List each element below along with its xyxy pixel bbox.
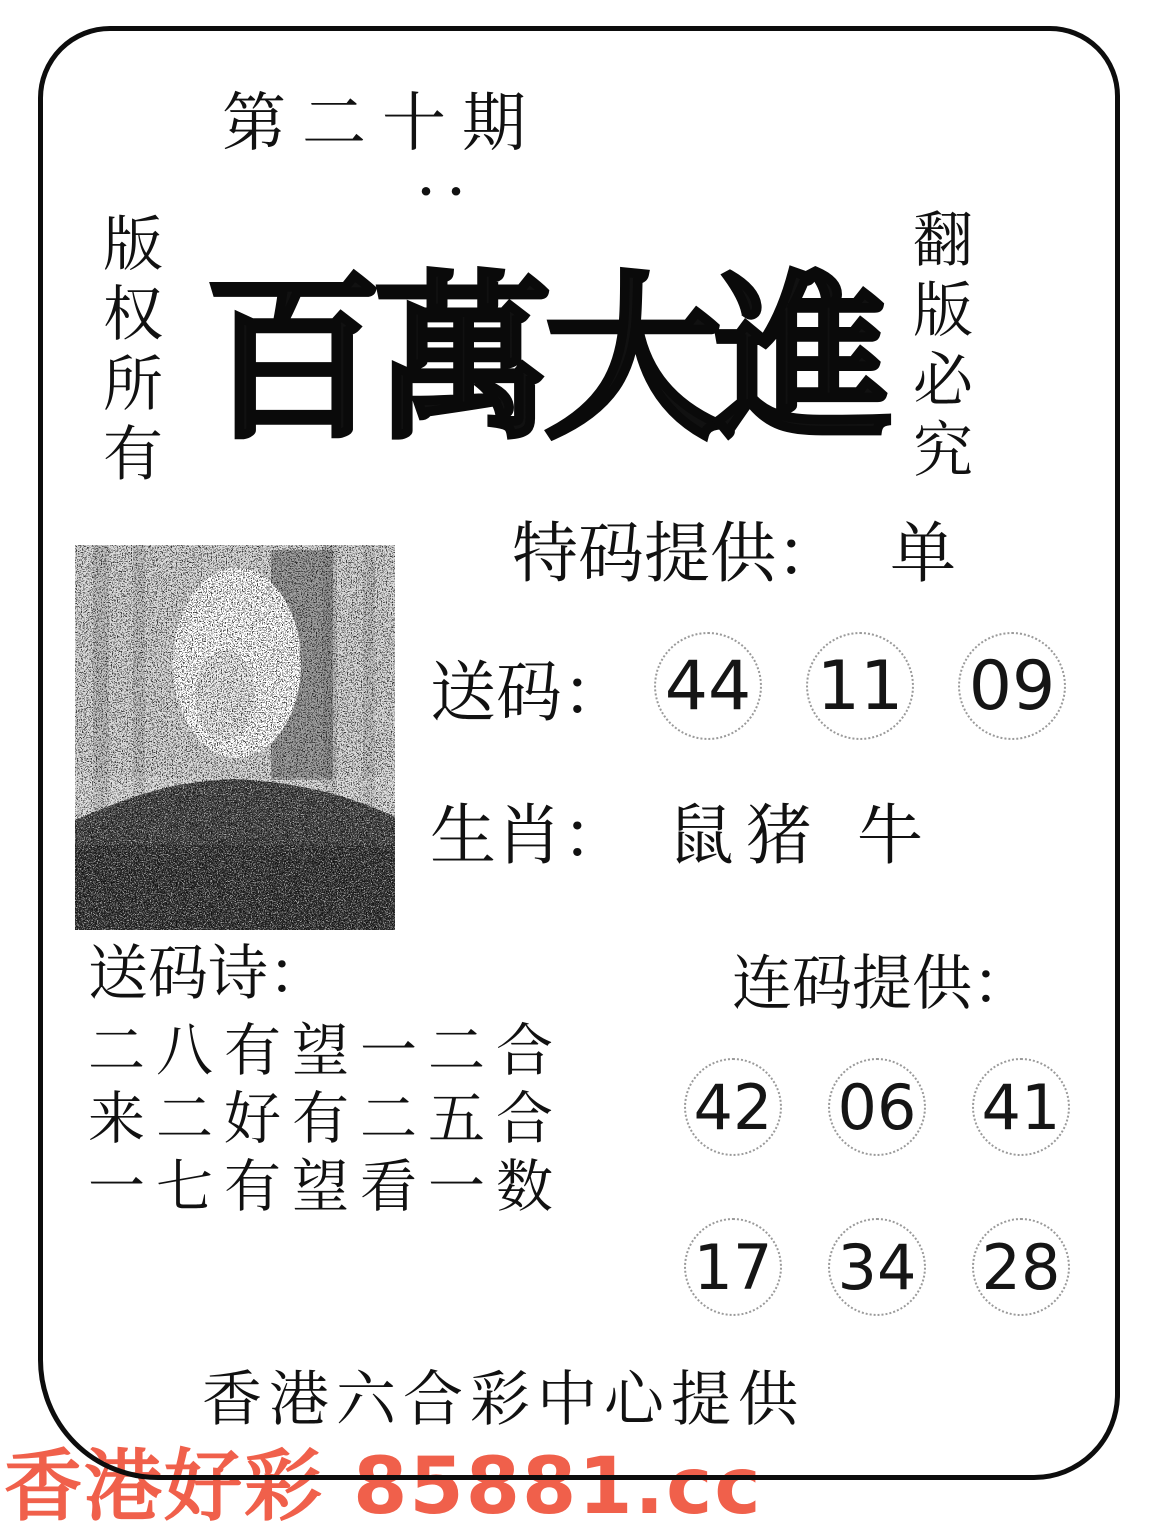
number-ball: 06 [828,1058,926,1156]
poem-line: 二八有望一二合 [88,1018,564,1084]
lianma-row [684,1058,1070,1156]
poem-block [88,926,564,1220]
special-code-value: 单 [890,515,956,592]
poem-line: 一七有望看一数 [88,1154,564,1220]
poem-label: 送码诗： [88,939,328,1009]
watermark-text: 香港好彩 85881.cc [4,1442,763,1524]
special-code-label: 特码提供： [512,515,842,592]
number-ball: 34 [828,1218,926,1316]
send-code-row [430,632,1066,740]
issue-marks: .. [418,152,479,206]
number-ball: 42 [684,1058,782,1156]
zodiac-label: 生肖： [430,797,628,874]
anti-piracy-vertical-text: 翻版必究 [903,208,973,488]
number-ball: 44 [654,632,762,740]
number-ball: 28 [972,1218,1070,1316]
issue-number: 第二十期 [222,87,542,161]
send-code-label: 送码： [430,653,628,731]
poem-line: 来二好有二五合 [88,1086,564,1152]
number-ball: 41 [972,1058,1070,1156]
lianma-label: 连码提供： [732,949,1032,1019]
number-ball: 11 [806,632,914,740]
main-title: 百萬大進 [204,254,884,463]
footer-text: 香港六合彩中心提供 [202,1365,805,1435]
lianma-row [684,1218,1070,1316]
portrait-photo [75,545,395,930]
number-ball: 09 [958,632,1066,740]
number-ball: 17 [684,1218,782,1316]
special-code-row [512,500,956,595]
zodiac-value: 鼠猪 牛 [668,797,935,874]
copyright-vertical-text: 版权所有 [93,212,163,492]
zodiac-row [430,782,935,877]
